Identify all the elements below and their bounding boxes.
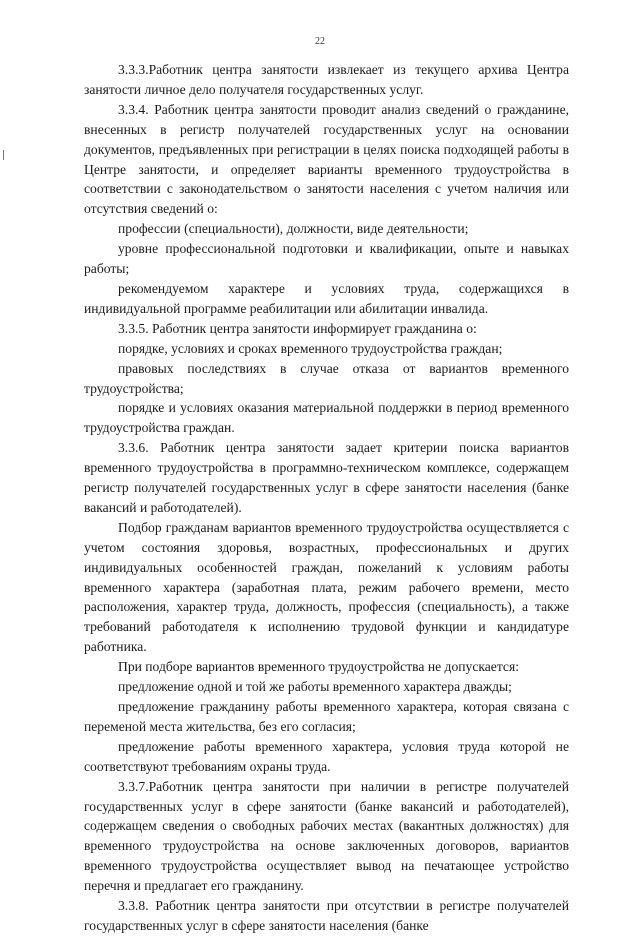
list-item-safety: предложение работы временного характера, условия труда которой не соответствуют требованиям охраны труда. [84,738,569,774]
paragraph-3-3-4: 3.3.4. Работник центра занятости проводит анализ сведений о гражданине, внесенных в регистр получателей государственных услуг на основании документов, предъявленных при регистрации в целях поиска подходящей работы в Центре занятости, и определяет варианты временного трудоустройства в соответствии с законодательством о занятости населения с учетом наличия или отсутствия сведений о: [84,101,569,217]
list-item-twice: предложение одной и той же работы временного характера дважды; [118,679,512,695]
list-item-relocation: предложение гражданину работы временного характера, которая связана с переменой места жительства, без его согласия; [84,699,569,734]
paragraph-3-3-5: 3.3.5. Работник центра занятости информирует гражданина о: [118,320,477,336]
list-item-procedure: порядке, условиях и сроках временного трудоустройства граждан; [118,340,503,356]
list-item-material-support: порядке и условиях оказания материальной поддержки в период временного трудоустройства граждан. [84,400,569,436]
list-item-legal-consequences: правовых последствиях в случае отказа от вариантов временного трудоустройства; [84,360,569,396]
paragraph-3-3-8: 3.3.8. Работник центра занятости при отсутствии в регистре получателей государственных услуг в сфере занятости населения (банке [84,898,569,933]
document-body [84,60,569,936]
paragraph-selection: Подбор гражданам вариантов временного трудоустройства осуществляется с учетом состояния здоровья, возрастных, профессиональных и других индивидуальных особенностей граждан, пожеланий к условиям работы временного характера (заработная плата, режим рабочего времени, место расположения, характер труда, должность, профессия (специальность), а также требований работодателя к исполнению трудовой функции и кандидатуре работника. [84,519,569,655]
list-item-profession: профессии (специальности), должности, виде деятельности; [118,221,469,237]
list-item-recommended-conditions: рекомендуемом характере и условиях труда, содержащихся в индивидуальной программе реабилитации или абилитации инвалида. [84,280,569,316]
paragraph-3-3-3: 3.3.3.Работник центра занятости извлекает из текущего архива Центра занятости личное дело получателя государственных услуг. [84,62,569,97]
page-number: 22 [315,36,325,47]
paragraph-3-3-6: 3.3.6. Работник центра занятости задает критерии поиска вариантов временного трудоустройства в программно-техническом комплексе, содержащем регистр получателей государственных услуг в сфере занятости населения (банке вакансий и работодателей). [84,440,569,515]
paragraph-not-allowed: При подборе вариантов временного трудоустройства не допускается: [118,659,519,675]
paragraph-3-3-7: 3.3.7.Работник центра занятости при наличии в регистре получателей государственных услуг в сфере занятости (банке вакансий и работодателей), содержащем сведения о свободных рабочих местах (вакантных должностях) для временного трудоустройства на основе заключенных договоров, вариантов временного трудоустройства осуществляет вывод на печатающее устройство перечня и предлагает его гражданину. [84,778,569,894]
margin-mark [3,150,4,160]
list-item-qualification: уровне профессиональной подготовки и квалификации, опыте и навыках работы; [84,241,569,277]
